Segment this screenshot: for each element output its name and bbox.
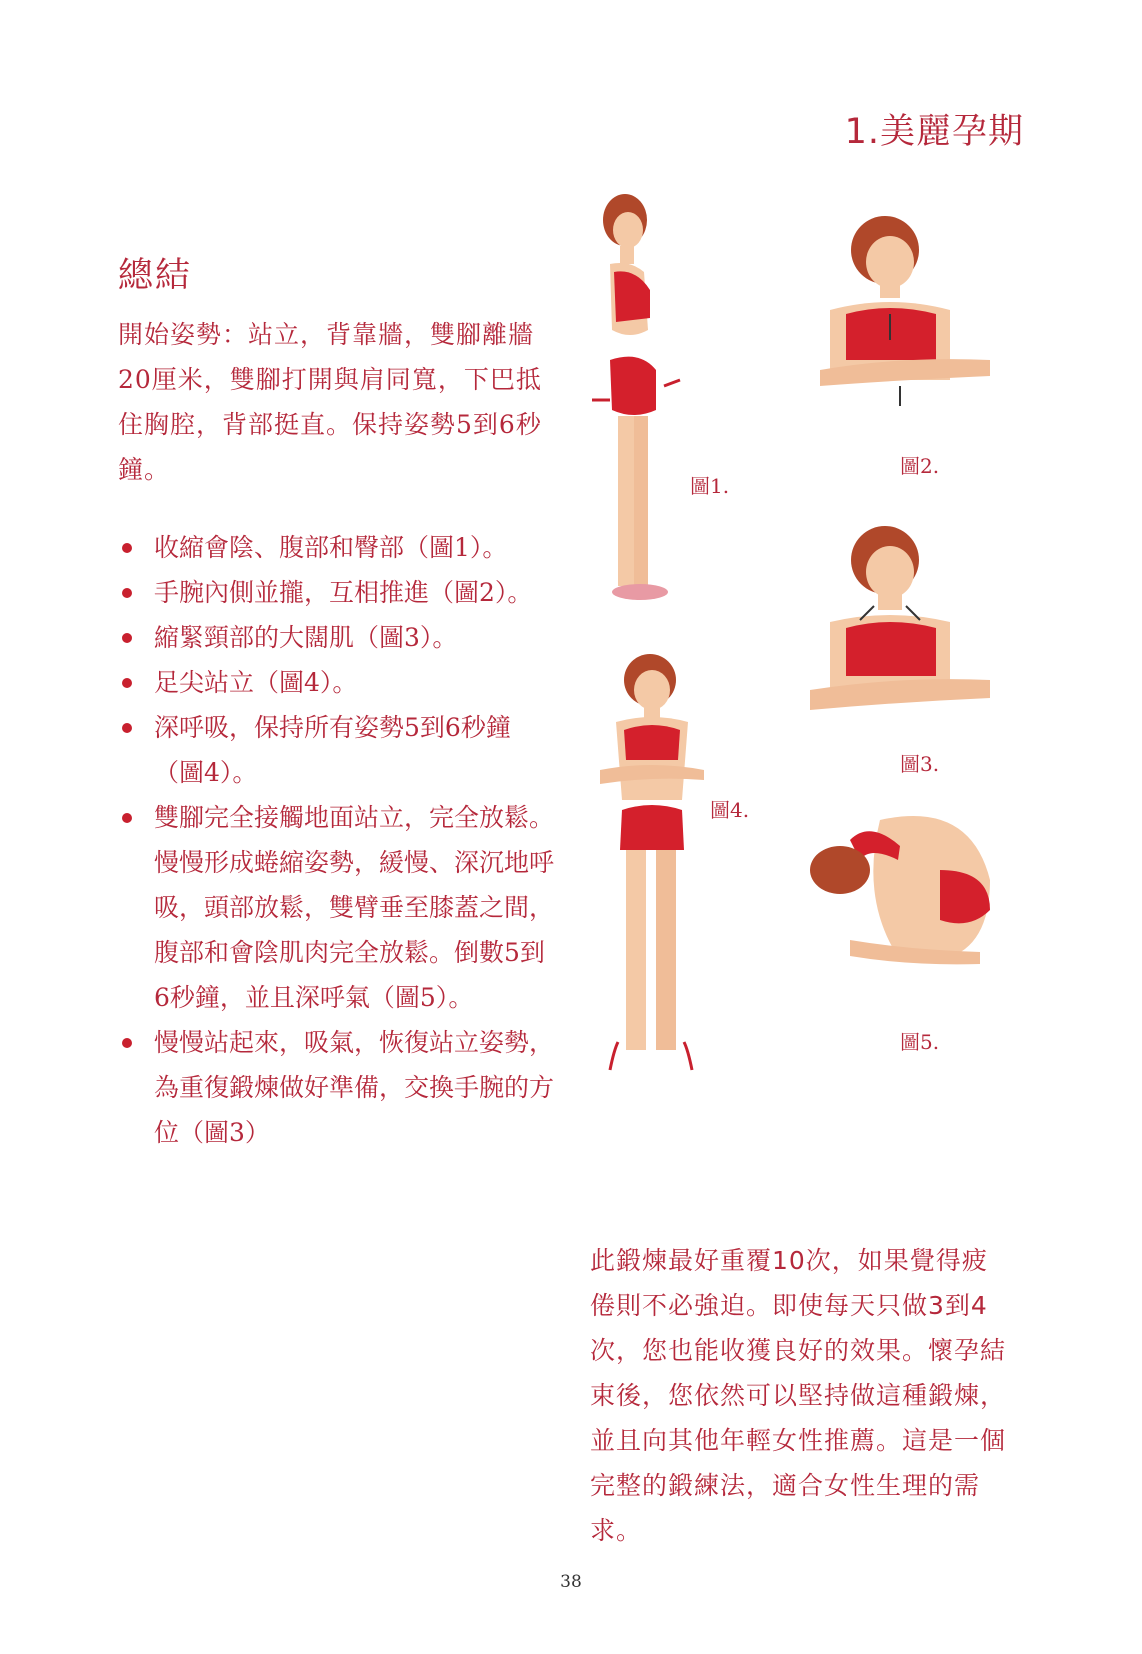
section-heading: 總結 — [118, 256, 193, 296]
closing-paragraph: 此鍛煉最好重覆10次，如果覺得疲倦則不必強迫。即使每天只做3到4次，您也能收獲良好的效果。懷孕結束後，您依然可以堅持做這種鍛煉，並且向其他年輕女性推薦。這是一個完整的鍛練法，適合女性生理的需求。 — [590, 1246, 1007, 1545]
step-text: 慢慢站起來，吸氣，恢復站立姿勢，為重復鍛煉做好準備，交換手腕的方位（圖3） — [154, 1028, 555, 1147]
list-item — [118, 795, 558, 1020]
step-text: 手腕內側並攏，互相推進（圖2）。 — [154, 578, 533, 607]
step-text: 收縮會陰、腹部和臀部（圖1）。 — [154, 533, 508, 562]
figure-2-label: 圖2. — [900, 454, 940, 478]
figure-1-label: 圖1. — [690, 474, 730, 498]
step-text: 深呼吸，保持所有姿勢5到6秒鐘（圖4）。 — [154, 713, 511, 787]
figure-3-illustration — [790, 520, 1000, 730]
list-item — [118, 525, 558, 570]
figure-5-illustration — [790, 800, 1010, 980]
list-item — [118, 705, 558, 795]
bullet-icon — [122, 678, 132, 688]
bullet-icon — [122, 588, 132, 598]
intro-paragraph: 開始姿勢：站立，背靠牆，雙腳離牆20厘米，雙腳打開與肩同寬，下巴抵住胸腔，背部挺直。保持姿勢5到6秒鐘。 — [118, 320, 542, 484]
list-item — [118, 615, 558, 660]
step-text: 足尖站立（圖4）。 — [154, 668, 358, 697]
exercise-illustrations — [570, 180, 1090, 1140]
bullet-icon — [122, 723, 132, 733]
figure-4-label: 圖4. — [710, 798, 750, 822]
list-item — [118, 1020, 558, 1155]
figure-3-label: 圖3. — [900, 752, 940, 776]
bullet-icon — [122, 1038, 132, 1048]
bullet-icon — [122, 633, 132, 643]
page-number: 38 — [560, 1572, 582, 1592]
step-text: 縮緊頸部的大闊肌（圖3）。 — [154, 623, 458, 652]
step-text: 雙腳完全接觸地面站立，完全放鬆。慢慢形成蜷縮姿勢，緩慢、深沉地呼吸，頭部放鬆，雙臂垂至膝蓋之間，腹部和會陰肌肉完全放鬆。倒數5到6秒鐘，並且深呼氣（圖5）。 — [154, 803, 555, 1012]
figure-4-illustration — [570, 650, 730, 1090]
bullet-icon — [122, 813, 132, 823]
bullet-icon — [122, 543, 132, 553]
figure-5-label: 圖5. — [900, 1030, 940, 1054]
figure-1-illustration — [570, 180, 710, 620]
list-item — [118, 570, 558, 615]
steps-list — [118, 525, 558, 1155]
figure-2-illustration — [790, 210, 1000, 410]
chapter-title: 1.美麗孕期 — [844, 112, 1024, 152]
list-item — [118, 660, 558, 705]
